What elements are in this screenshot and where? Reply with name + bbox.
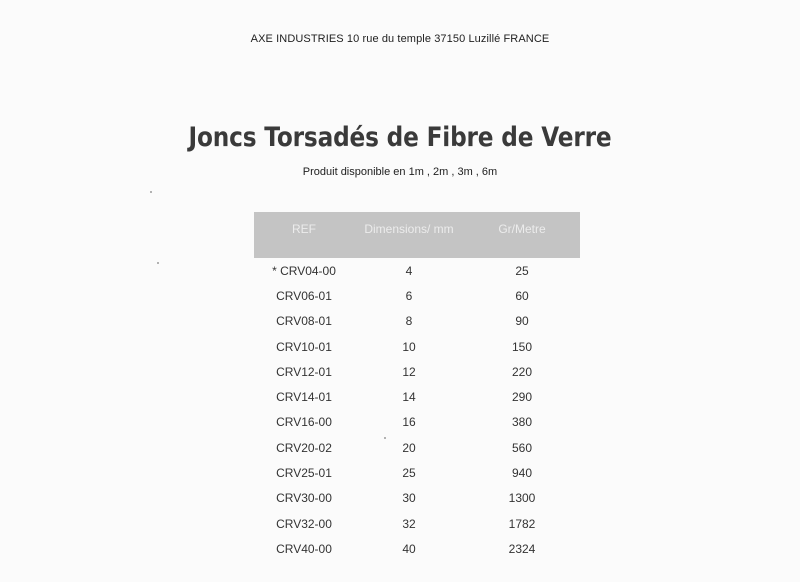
- table-row: [254, 334, 580, 359]
- dimension-cell: 32: [402, 516, 416, 531]
- weight-cell: 1300: [508, 491, 536, 506]
- dimension-cell: 20: [402, 440, 416, 455]
- ref-cell: CRV25-01: [276, 466, 332, 481]
- weight-cell: 940: [511, 466, 533, 481]
- dimension-cell: 10: [402, 339, 416, 354]
- weight-cell: 560: [511, 440, 533, 455]
- dimension-cell: 6: [405, 288, 413, 303]
- table-row: [254, 359, 580, 384]
- table-row: [254, 536, 580, 561]
- ref-cell: CRV06-01: [276, 288, 332, 303]
- weight-cell: 90: [515, 314, 529, 329]
- weight-cell: 25: [515, 263, 529, 278]
- ref-cell: CRV16-00: [276, 415, 332, 430]
- table-row: [254, 435, 580, 460]
- company-address-header: AXE INDUSTRIES 10 rue du temple 37150 Luzillé FRANCE: [250, 33, 550, 45]
- header-ref: REF: [254, 212, 354, 258]
- scan-speck: [157, 262, 159, 264]
- ref-cell: * CRV04-00: [272, 263, 336, 278]
- weight-cell: 2324: [508, 541, 536, 556]
- page-title: Joncs Torsadés de Fibre de Verre: [188, 122, 612, 153]
- ref-cell: CRV32-00: [276, 516, 332, 531]
- header-dimensions: Dimensions/ mm: [354, 212, 464, 258]
- weight-cell: 220: [511, 364, 533, 379]
- table-row: [254, 283, 580, 308]
- weight-cell: 290: [511, 390, 533, 405]
- table-row: [254, 460, 580, 485]
- table-header-row: [254, 212, 580, 258]
- dimension-cell: 30: [402, 491, 416, 506]
- ref-cell: CRV14-01: [276, 390, 332, 405]
- ref-cell: CRV30-00: [276, 491, 332, 506]
- weight-cell: 60: [515, 288, 529, 303]
- header-weight-per-metre: Gr/Metre: [464, 212, 580, 258]
- scan-speck: [150, 191, 152, 193]
- dimension-cell: 14: [402, 390, 416, 405]
- dimension-cell: 4: [405, 263, 413, 278]
- ref-cell: CRV10-01: [276, 339, 332, 354]
- dimension-cell: 25: [402, 466, 416, 481]
- weight-cell: 150: [511, 339, 533, 354]
- dimension-cell: 12: [402, 364, 416, 379]
- ref-cell: CRV08-01: [276, 314, 332, 329]
- weight-cell: 1782: [508, 516, 536, 531]
- ref-cell: CRV40-00: [276, 541, 332, 556]
- spec-table: [254, 212, 580, 562]
- table-row: [254, 384, 580, 409]
- table-row: [254, 309, 580, 334]
- table-row: [254, 410, 580, 435]
- dimension-cell: 8: [405, 314, 413, 329]
- table-row: [254, 511, 580, 536]
- weight-cell: 380: [511, 415, 533, 430]
- ref-cell: CRV12-01: [276, 364, 332, 379]
- ref-cell: CRV20-02: [276, 440, 332, 455]
- availability-subtitle: Produit disponible en 1m , 2m , 3m , 6m: [302, 166, 498, 178]
- dimension-cell: 40: [402, 541, 416, 556]
- table-row: [254, 486, 580, 511]
- table-row: [254, 258, 580, 283]
- dimension-cell: 16: [402, 415, 416, 430]
